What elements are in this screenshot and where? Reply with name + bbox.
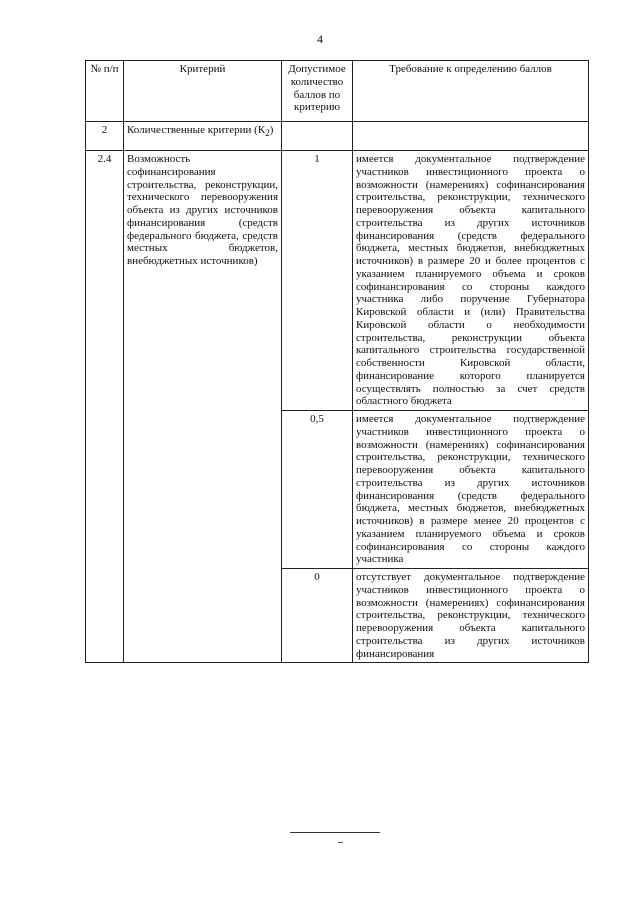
- score-cell: 0,5: [282, 411, 353, 569]
- item-num: 2.4: [86, 151, 124, 663]
- header-criterion: Критерий: [124, 61, 282, 122]
- requirement-cell: отсутствует документальное подтверждение участников инвестиционного проекта о возможности (намерениях) софинансирования строительства, реконструкции, технического перевооружения объекта капитального строительства из других источников финансирования: [353, 569, 589, 663]
- requirement-cell: имеется документальное подтверждение участников инвестиционного проекта о возможности (намерениях) софинансирования строительства, реконструкции, технического перевооружения объекта капитального строительства из других источников финансирования (средств федерального бюджета, местных бюджетов, внебюджетных источников) в размере 20 и более процентов с указанием планируемого объема и сроков софинансирования со стороны каждого участника либо поручение Губернатора Кировской области и (или) Правительства Кировской области о необходимости строительства, реконструкции объекта капитального строительства государственной собственности Кировской области, финансирование которого планируется осуществлять полностью за счет средств областного бюджета: [353, 151, 589, 411]
- section-criterion: Количественные критерии $(К_2)$: [124, 122, 282, 151]
- section-score-empty: [282, 122, 353, 151]
- section-num: 2: [86, 122, 124, 151]
- score-cell: 0: [282, 569, 353, 663]
- table-row: [86, 151, 589, 411]
- section-requirement-empty: [353, 122, 589, 151]
- item-criterion: Возможность софинансирования строительства, реконструкции, технического перевооружения объекта из других источников финансирования (средств федерального бюджета, средств местных бюджетов, внебюджетных источников): [124, 151, 282, 663]
- criteria-table: [85, 60, 589, 663]
- section-row: [86, 122, 589, 151]
- header-num: № п/п: [86, 61, 124, 122]
- requirement-cell: имеется документальное подтверждение участников инвестиционного проекта о возможности (намерениях) софинансирования строительства, реконструкции, технического перевооружения объекта капитального строительства из других источников финансирования (средств федерального бюджета, местных бюджетов, внебюджетных источников) в размере менее 20 процентов с указанием планируемого объема и сроков софинансирования со стороны каждого участника: [353, 411, 589, 569]
- header-score: Допустимое количество баллов по критерию: [282, 61, 353, 122]
- score-cell: 1: [282, 151, 353, 411]
- scan-mark: [338, 842, 343, 843]
- table-header-row: [86, 61, 589, 122]
- page-number: 4: [317, 32, 323, 46]
- header-requirement: Требование к определению баллов: [353, 61, 589, 122]
- footnote-separator: [290, 832, 380, 833]
